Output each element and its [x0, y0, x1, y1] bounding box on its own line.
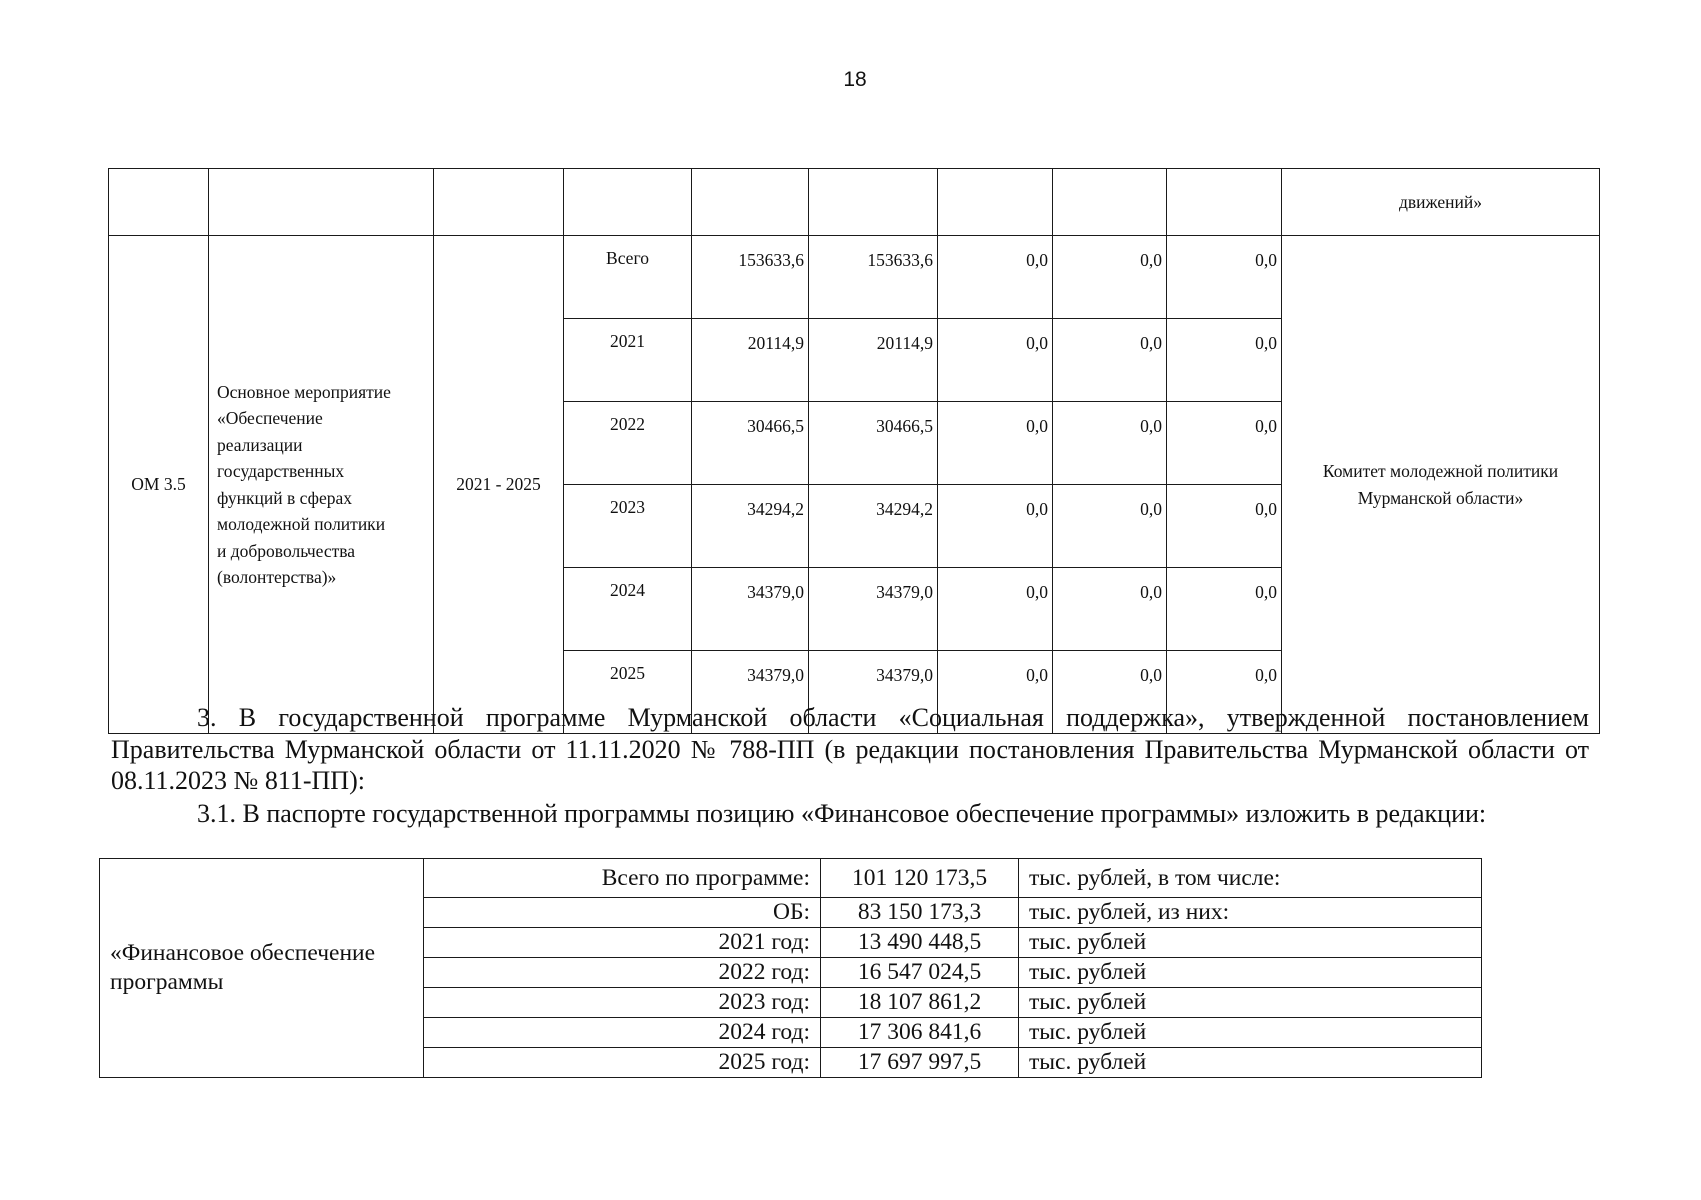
finance-label: 2025 год:	[424, 1048, 821, 1078]
finance-value: 17 306 841,6	[821, 1018, 1019, 1048]
table-row	[100, 859, 1482, 898]
year-cell: Всего	[564, 236, 692, 319]
finance-title-line: «Финансовое обеспечение	[110, 940, 376, 966]
measure-period: 2021 - 2025	[434, 236, 564, 734]
value-cell: 0,0	[938, 402, 1053, 485]
measure-name-line: реализации	[217, 434, 303, 455]
value-cell: 34379,0	[809, 568, 938, 651]
value-cell: 0,0	[1167, 485, 1282, 568]
value-cell: 0,0	[1167, 402, 1282, 485]
measures-table	[108, 168, 1600, 734]
finance-unit: тыс. рублей	[1019, 1018, 1482, 1048]
executor-line: Комитет молодежной политики	[1322, 460, 1559, 481]
year-cell: 2025	[564, 651, 692, 734]
value-cell: 0,0	[1053, 651, 1167, 734]
value-cell: 0,0	[938, 236, 1053, 319]
finance-table	[99, 858, 1482, 1078]
continuation-row	[109, 169, 1600, 236]
finance-value: 18 107 861,2	[821, 988, 1019, 1018]
measure-code: ОМ 3.5	[109, 236, 209, 734]
finance-unit: тыс. рублей, в том числе:	[1019, 859, 1482, 898]
finance-label: 2022 год:	[424, 958, 821, 988]
value-cell: 0,0	[1053, 485, 1167, 568]
year-cell: 2022	[564, 402, 692, 485]
value-cell: 0,0	[1053, 568, 1167, 651]
measure-name-line: «Обеспечение	[217, 408, 323, 428]
finance-unit: тыс. рублей, из них:	[1019, 898, 1482, 928]
value-cell: 0,0	[1167, 568, 1282, 651]
value-cell: 0,0	[938, 319, 1053, 402]
measure-name-line: функций в сферах	[217, 487, 352, 508]
measure-name-line: Основное мероприятие	[217, 381, 391, 402]
paragraph-3: 3. В государственной программе Мурманской области «Социальная поддержка», утвержденной постановлением Правительства Мурманской области от 11.11.2020 № 788-ПП (в редакции постановления Правительства Мурманской области от 08.11.2023 № 811-ПП):	[111, 703, 1589, 795]
executor-line: Мурманской области»	[1357, 487, 1524, 508]
value-cell: 34294,2	[692, 485, 809, 568]
value-cell: 0,0	[938, 485, 1053, 568]
executor-cell	[1282, 236, 1600, 734]
measure-name-line: государственных	[217, 461, 345, 481]
paragraph-3-1: 3.1. В паспорте государственной программы позицию «Финансовое обеспечение программы» изложить в редакции:	[197, 799, 1487, 828]
value-cell: 20114,9	[809, 319, 938, 402]
value-cell: 34379,0	[692, 568, 809, 651]
finance-value: 13 490 448,5	[821, 928, 1019, 958]
year-cell: 2024	[564, 568, 692, 651]
value-cell: 0,0	[1053, 319, 1167, 402]
value-cell: 34379,0	[692, 651, 809, 734]
finance-unit: тыс. рублей	[1019, 1048, 1482, 1078]
finance-title-line: программы	[110, 969, 224, 995]
year-cell: 2021	[564, 319, 692, 402]
measure-name-line: и добровольчества	[217, 540, 356, 561]
finance-unit: тыс. рублей	[1019, 958, 1482, 988]
finance-label: ОБ:	[424, 898, 821, 928]
value-cell: 34294,2	[809, 485, 938, 568]
finance-unit: тыс. рублей	[1019, 988, 1482, 1018]
value-cell: 0,0	[1053, 402, 1167, 485]
finance-value: 17 697 997,5	[821, 1048, 1019, 1078]
page-number: 18	[843, 68, 867, 91]
finance-title	[100, 859, 424, 1078]
measure-name	[209, 236, 434, 734]
finance-label: Всего по программе:	[424, 859, 821, 898]
finance-value: 16 547 024,5	[821, 958, 1019, 988]
table-row	[109, 236, 1600, 319]
measure-name-line: молодежной политики	[217, 514, 386, 534]
value-cell: 0,0	[1167, 319, 1282, 402]
finance-label: 2024 год:	[424, 1018, 821, 1048]
value-cell: 153633,6	[692, 236, 809, 319]
year-cell: 2023	[564, 485, 692, 568]
finance-label: 2023 год:	[424, 988, 821, 1018]
value-cell: 0,0	[1167, 651, 1282, 734]
value-cell: 34379,0	[809, 651, 938, 734]
finance-value: 83 150 173,3	[821, 898, 1019, 928]
measure-name-line: (волонтерства)»	[217, 567, 337, 587]
continuation-executor: движений»	[1282, 169, 1600, 236]
finance-value: 101 120 173,5	[821, 859, 1019, 898]
finance-unit: тыс. рублей	[1019, 928, 1482, 958]
value-cell: 0,0	[938, 568, 1053, 651]
value-cell: 0,0	[1053, 236, 1167, 319]
value-cell: 20114,9	[692, 319, 809, 402]
value-cell: 0,0	[938, 651, 1053, 734]
finance-label: 2021 год:	[424, 928, 821, 958]
value-cell: 30466,5	[692, 402, 809, 485]
value-cell: 153633,6	[809, 236, 938, 319]
value-cell: 0,0	[1167, 236, 1282, 319]
value-cell: 30466,5	[809, 402, 938, 485]
